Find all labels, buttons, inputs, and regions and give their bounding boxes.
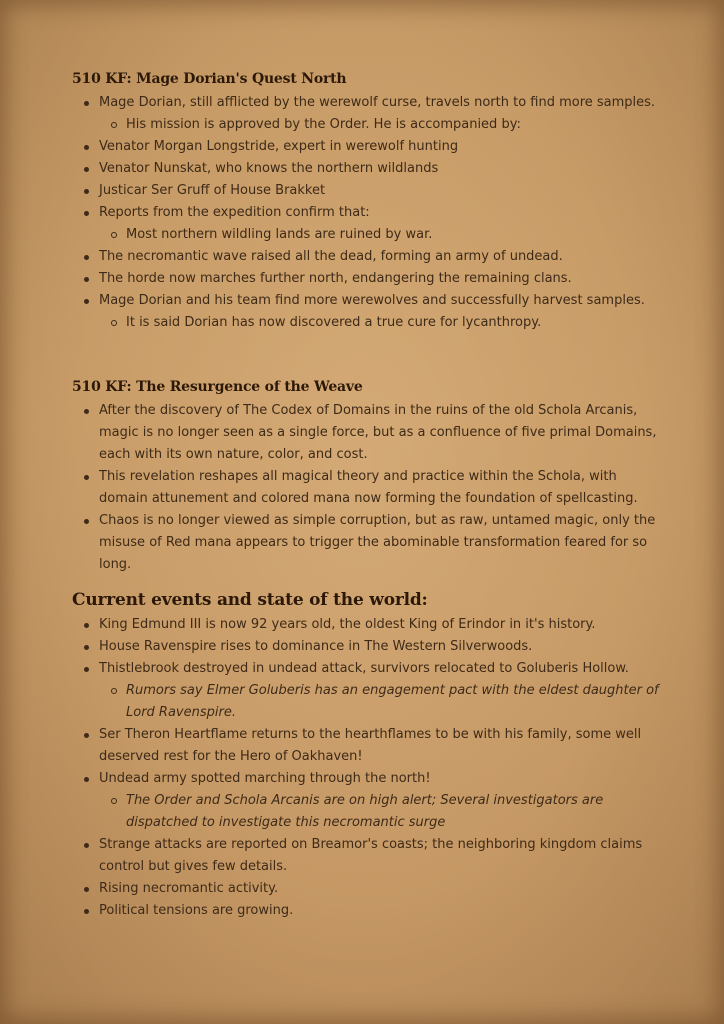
list-item: Political tensions are growing. bbox=[72, 900, 662, 922]
section-title: 510 KF: The Resurgence of the Weave bbox=[72, 379, 363, 395]
sub-list-item: Rumors say Elmer Goluberis has an engagement pact with the eldest daughter of Lord Ravenspire. bbox=[72, 680, 662, 724]
sub-list-item: His mission is approved by the Order. He is accompanied by: bbox=[72, 114, 662, 136]
section-title: Current events and state of the world: bbox=[72, 590, 428, 610]
list-item: Chaos is no longer viewed as simple corruption, but as raw, untamed magic, only the misuse of Red mana appears to trigger the abominable transformation feared for so long. bbox=[72, 510, 662, 576]
list-item: King Edmund III is now 92 years old, the oldest King of Erindor in it's history. bbox=[72, 614, 662, 636]
list-item: After the discovery of The Codex of Domains in the ruins of the old Schola Arcanis, magic is no longer seen as a single force, but as a confluence of five primal Domains, each with its own nature, color, and cost. bbox=[72, 400, 662, 466]
section-resurgence-weave bbox=[72, 374, 662, 576]
list-item: The necromantic wave raised all the dead, forming an army of undead. bbox=[72, 246, 662, 268]
document-body bbox=[72, 66, 662, 922]
list-item: Strange attacks are reported on Breamor's coasts; the neighboring kingdom claims control but gives few details. bbox=[72, 834, 662, 878]
section-dorian-quest bbox=[72, 66, 662, 334]
list-item: Venator Nunskat, who knows the northern wildlands bbox=[72, 158, 662, 180]
bullet-list bbox=[72, 400, 662, 576]
list-item: Undead army spotted marching through the north! bbox=[72, 768, 662, 790]
list-item: Ser Theron Heartflame returns to the hearthflames to be with his family, some well deserved rest for the Hero of Oakhaven! bbox=[72, 724, 662, 768]
section-current-events bbox=[72, 586, 662, 922]
list-item: Justicar Ser Gruff of House Brakket bbox=[72, 180, 662, 202]
sub-list-item: The Order and Schola Arcanis are on high alert; Several investigators are dispatched to investigate this necromantic surge bbox=[72, 790, 662, 834]
list-item: Mage Dorian, still afflicted by the werewolf curse, travels north to find more samples. bbox=[72, 92, 662, 114]
list-item: Rising necromantic activity. bbox=[72, 878, 662, 900]
sub-list-item: It is said Dorian has now discovered a true cure for lycanthropy. bbox=[72, 312, 662, 334]
list-item: The horde now marches further north, endangering the remaining clans. bbox=[72, 268, 662, 290]
list-item: Reports from the expedition confirm that: bbox=[72, 202, 662, 224]
list-item: Mage Dorian and his team find more werewolves and successfully harvest samples. bbox=[72, 290, 662, 312]
bullet-list bbox=[72, 614, 662, 922]
list-item: Venator Morgan Longstride, expert in werewolf hunting bbox=[72, 136, 662, 158]
sub-list-item: Most northern wildling lands are ruined by war. bbox=[72, 224, 662, 246]
bullet-list bbox=[72, 92, 662, 334]
list-item: This revelation reshapes all magical theory and practice within the Schola, with domain attunement and colored mana now forming the foundation of spellcasting. bbox=[72, 466, 662, 510]
list-item: House Ravenspire rises to dominance in The Western Silverwoods. bbox=[72, 636, 662, 658]
section-title: 510 KF: Mage Dorian's Quest North bbox=[72, 71, 347, 87]
list-item: Thistlebrook destroyed in undead attack, survivors relocated to Goluberis Hollow. bbox=[72, 658, 662, 680]
